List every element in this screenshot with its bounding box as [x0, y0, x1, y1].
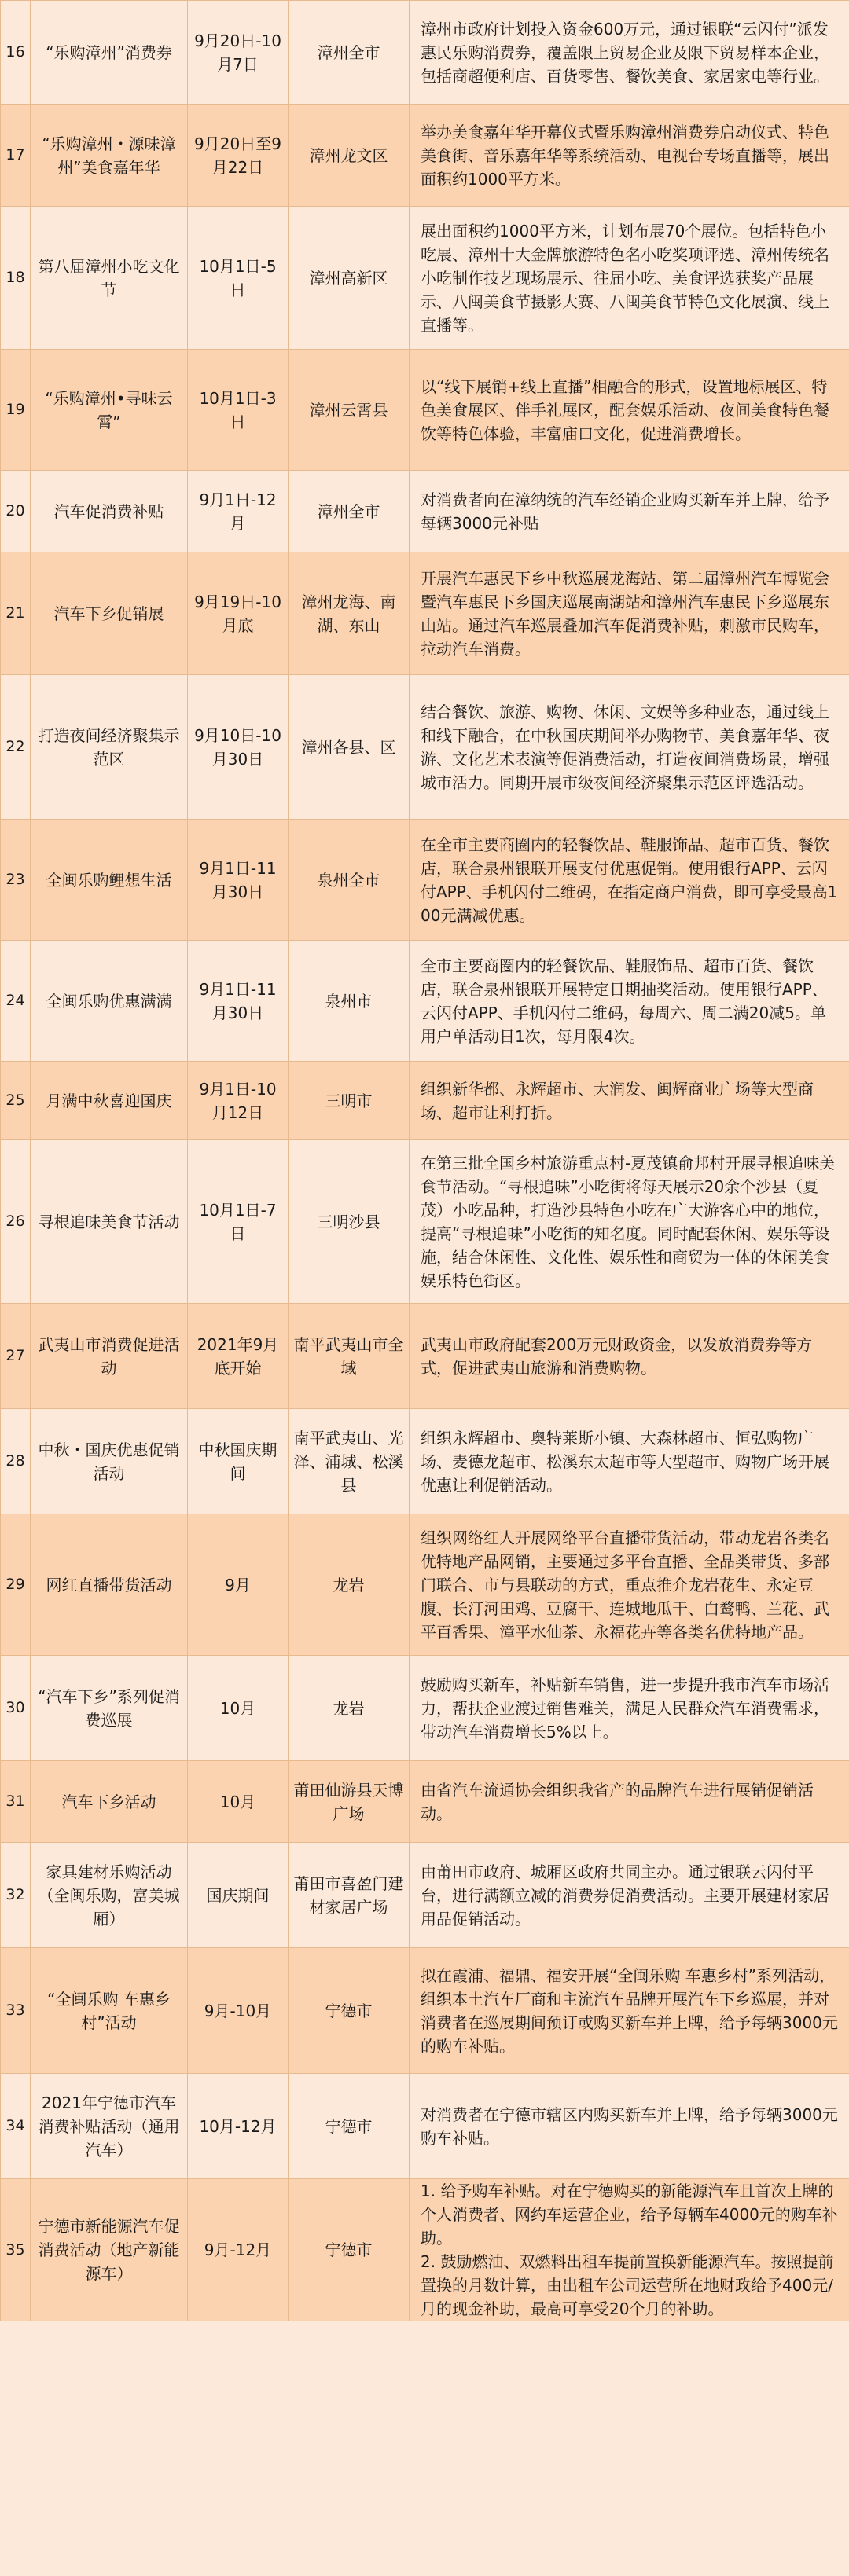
row-number: 35 — [1, 2179, 31, 2321]
activity-location: 漳州龙文区 — [289, 105, 410, 207]
table-row — [1, 1843, 849, 1948]
table-row — [1, 1304, 849, 1409]
activity-name: “全闽乐购 车惠乡村”活动 — [31, 1948, 188, 2074]
activity-name: 网红直播带货活动 — [31, 1514, 188, 1656]
row-number: 22 — [1, 675, 31, 820]
activity-time: 9月-12月 — [188, 2179, 289, 2321]
activity-description: 在第三批全国乡村旅游重点村-夏茂镇俞邦村开展寻根追味美食节活动。“寻根追味”小吃街将每天展示20余个沙县（夏茂）小吃品种，打造沙县特色小吃在广大游客心中的地位，提高“寻根追味”小吃街的知名度。同时配套休闲、娱乐等设施，结合休闲性、文化性、娱乐性和商贸为一体的休闲美食娱乐特色街区。 — [410, 1140, 849, 1304]
activity-location: 漳州高新区 — [289, 207, 410, 350]
activity-description: 在全市主要商圈内的轻餐饮品、鞋服饰品、超市百货、餐饮店，联合泉州银联开展支付优惠促销。使用银行APP、云闪付APP、手机闪付二维码，在指定商户消费，即可享受最高100元满减优惠。 — [410, 820, 849, 941]
row-number: 16 — [1, 1, 31, 105]
table-row — [1, 1409, 849, 1514]
activity-name: 2021年宁德市汽车消费补贴活动（通用汽车） — [31, 2074, 188, 2179]
activity-name: 汽车下乡活动 — [31, 1761, 188, 1843]
table-row — [1, 1514, 849, 1656]
activity-description: 拟在霞浦、福鼎、福安开展“全闽乐购 车惠乡村”系列活动，组织本土汽车厂商和主流汽车品牌开展汽车下乡巡展，并对消费者在巡展期间预订或购买新车并上牌，给予每辆3000元的购车补贴。 — [410, 1948, 849, 2074]
activity-time: 国庆期间 — [188, 1843, 289, 1948]
activity-description: 漳州市政府计划投入资金600万元，通过银联“云闪付”派发惠民乐购消费券，覆盖限上贸易企业及限下贸易样本企业，包括商超便利店、百货零售、餐饮美食、家居家电等行业。 — [410, 1, 849, 105]
table-row — [1, 552, 849, 675]
activity-time: 9月-10月 — [188, 1948, 289, 2074]
activity-time: 10月 — [188, 1656, 289, 1761]
activity-time: 9月 — [188, 1514, 289, 1656]
row-number: 32 — [1, 1843, 31, 1948]
activity-description: 以“线下展销+线上直播”相融合的形式，设置地标展区、特色美食展区、伴手礼展区，配套娱乐活动、夜间美食特色餐饮等特色体验，丰富庙口文化，促进消费增长。 — [410, 350, 849, 471]
activity-location: 漳州全市 — [289, 1, 410, 105]
activity-time: 9月1日-12月 — [188, 471, 289, 552]
activity-time: 中秋国庆期间 — [188, 1409, 289, 1514]
activity-description: 鼓励购买新车，补贴新车销售，进一步提升我市汽车市场活力，帮扶企业渡过销售难关，满足人民群众汽车消费需求，带动汽车消费增长5%以上。 — [410, 1656, 849, 1761]
activity-name: 汽车下乡促销展 — [31, 552, 188, 675]
table-row — [1, 941, 849, 1062]
activity-time: 10月1日-7日 — [188, 1140, 289, 1304]
activity-name: 打造夜间经济聚集示范区 — [31, 675, 188, 820]
row-number: 23 — [1, 820, 31, 941]
activity-time: 9月1日-11月30日 — [188, 941, 289, 1062]
row-number: 34 — [1, 2074, 31, 2179]
activity-name: “乐购漳州”消费券 — [31, 1, 188, 105]
activity-description: 由省汽车流通协会组织我省产的品牌汽车进行展销促销活动。 — [410, 1761, 849, 1843]
row-number: 18 — [1, 207, 31, 350]
activity-time: 9月1日-11月30日 — [188, 820, 289, 941]
activity-time: 9月19日-10月底 — [188, 552, 289, 675]
activity-name: 全闽乐购优惠满满 — [31, 941, 188, 1062]
activity-location: 宁德市 — [289, 2179, 410, 2321]
activity-name: 月满中秋喜迎国庆 — [31, 1062, 188, 1140]
activity-name: 家具建材乐购活动（全闽乐购，富美城厢） — [31, 1843, 188, 1948]
row-number: 30 — [1, 1656, 31, 1761]
activity-location: 三明市 — [289, 1062, 410, 1140]
activity-description: 组织网络红人开展网络平台直播带货活动，带动龙岩各类名优特地产品网销，主要通过多平台直播、全品类带货、多部门联合、市与县联动的方式，重点推介龙岩花生、永定豆腹、长汀河田鸡、豆腐干、连城地瓜干、白鹜鸭、兰花、武平百香果、漳平水仙茶、永福花卉等各类名优特地产品。 — [410, 1514, 849, 1656]
activity-description: 1. 给予购车补贴。对在宁德购买的新能源汽车且首次上牌的个人消费者、网约车运营企业，给予每辆车4000元的购车补助。 2. 鼓励燃油、双燃料出租车提前置换新能源汽车。按照提前置换的月数计算，由出租车公司运营所在地财政给予400元/月的现金补助，最高可享受20个月的补助。 — [410, 2179, 849, 2321]
row-number: 31 — [1, 1761, 31, 1843]
table-row — [1, 1656, 849, 1761]
activity-description: 对消费者向在漳纳统的汽车经销企业购买新车并上牌，给予每辆3000元补贴 — [410, 471, 849, 552]
table-row — [1, 350, 849, 471]
table-row — [1, 820, 849, 941]
activity-time: 10月-12月 — [188, 2074, 289, 2179]
table-row — [1, 105, 849, 207]
activity-location: 龙岩 — [289, 1656, 410, 1761]
activity-location: 三明沙县 — [289, 1140, 410, 1304]
activity-description: 结合餐饮、旅游、购物、休闲、文娱等多种业态，通过线上和线下融合，在中秋国庆期间举办购物节、美食嘉年华、夜游、文化艺术表演等促消费活动，打造夜间消费场景，增强城市活力。同期开展市级夜间经济聚集示范区评选活动。 — [410, 675, 849, 820]
row-number: 17 — [1, 105, 31, 207]
row-number: 29 — [1, 1514, 31, 1656]
activity-location: 宁德市 — [289, 2074, 410, 2179]
activity-location: 泉州全市 — [289, 820, 410, 941]
table-row — [1, 1140, 849, 1304]
row-number: 27 — [1, 1304, 31, 1409]
activity-description: 组织永辉超市、奥特莱斯小镇、大森林超市、恒弘购物广场、麦德龙超市、松溪东太超市等大型超市、购物广场开展优惠让利促销活动。 — [410, 1409, 849, 1514]
activity-time: 10月1日-5日 — [188, 207, 289, 350]
row-number: 20 — [1, 471, 31, 552]
activity-name: “汽车下乡”系列促消费巡展 — [31, 1656, 188, 1761]
activity-time: 9月10日-10月30日 — [188, 675, 289, 820]
row-number: 33 — [1, 1948, 31, 2074]
activity-description: 全市主要商圈内的轻餐饮品、鞋服饰品、超市百货、餐饮店，联合泉州银联开展特定日期抽奖活动。使用银行APP、云闪付APP、手机闪付二维码，每周六、周二满20减5。单用户单活动日1次，每月限4次。 — [410, 941, 849, 1062]
activity-name: 中秋・国庆优惠促销活动 — [31, 1409, 188, 1514]
activity-name: “乐购漳州•寻味云霄” — [31, 350, 188, 471]
activity-time: 9月20日-10月7日 — [188, 1, 289, 105]
activity-location: 漳州龙海、南湖、东山 — [289, 552, 410, 675]
activity-location: 漳州全市 — [289, 471, 410, 552]
activity-time: 10月1日-3日 — [188, 350, 289, 471]
activity-location: 泉州市 — [289, 941, 410, 1062]
activity-location: 龙岩 — [289, 1514, 410, 1656]
activity-time: 9月1日-10月12日 — [188, 1062, 289, 1140]
table-body — [1, 1, 849, 2321]
activity-description: 开展汽车惠民下乡中秋巡展龙海站、第二届漳州汽车博览会暨汽车惠民下乡国庆巡展南湖站和漳州汽车惠民下乡巡展东山站。通过汽车巡展叠加汽车促消费补贴，刺激市民购车，拉动汽车消费。 — [410, 552, 849, 675]
row-number: 21 — [1, 552, 31, 675]
row-number: 19 — [1, 350, 31, 471]
table-row — [1, 1948, 849, 2074]
activity-name: 第八届漳州小吃文化节 — [31, 207, 188, 350]
table-row — [1, 1, 849, 105]
activity-time: 9月20日至9月22日 — [188, 105, 289, 207]
row-number: 28 — [1, 1409, 31, 1514]
row-number: 24 — [1, 941, 31, 1062]
activity-location: 莆田仙游县天博广场 — [289, 1761, 410, 1843]
table-row — [1, 207, 849, 350]
row-number: 26 — [1, 1140, 31, 1304]
activity-description: 举办美食嘉年华开幕仪式暨乐购漳州消费券启动仪式、特色美食街、音乐嘉年华等系统活动、电视台专场直播等，展出面积约1000平方米。 — [410, 105, 849, 207]
activity-time: 10月 — [188, 1761, 289, 1843]
table-row — [1, 675, 849, 820]
activity-time: 2021年9月底开始 — [188, 1304, 289, 1409]
activity-location: 南平武夷山市全域 — [289, 1304, 410, 1409]
activity-description: 对消费者在宁德市辖区内购买新车并上牌，给予每辆3000元购车补贴。 — [410, 2074, 849, 2179]
activity-location: 莆田市喜盈门建材家居广场 — [289, 1843, 410, 1948]
activity-description: 展出面积约1000平方米，计划布展70个展位。包括特色小吃展、漳州十大金牌旅游特色名小吃奖项评选、漳州传统名小吃制作技艺现场展示、往届小吃、美食评选获奖产品展示、八闽美食节摄影大赛、八闽美食节特色文化展演、线上直播等。 — [410, 207, 849, 350]
activity-name: 全闽乐购鲤想生活 — [31, 820, 188, 941]
activity-name: 寻根追味美食节活动 — [31, 1140, 188, 1304]
activity-location: 宁德市 — [289, 1948, 410, 2074]
activity-location: 漳州云霄县 — [289, 350, 410, 471]
table-row — [1, 2179, 849, 2321]
activity-location: 南平武夷山、光泽、浦城、松溪县 — [289, 1409, 410, 1514]
table-row — [1, 471, 849, 552]
activity-description: 由莆田市政府、城厢区政府共同主办。通过银联云闪付平台，进行满额立减的消费券促消费活动。主要开展建材家居用品促销活动。 — [410, 1843, 849, 1948]
activity-description: 组织新华都、永辉超市、大润发、闽辉商业广场等大型商场、超市让利打折。 — [410, 1062, 849, 1140]
activity-name: “乐购漳州・源味漳州”美食嘉年华 — [31, 105, 188, 207]
table-row — [1, 1761, 849, 1843]
activity-description: 武夷山市政府配套200万元财政资金，以发放消费券等方式，促进武夷山旅游和消费购物。 — [410, 1304, 849, 1409]
activity-name: 汽车促消费补贴 — [31, 471, 188, 552]
activity-name: 宁德市新能源汽车促消费活动（地产新能源车） — [31, 2179, 188, 2321]
table-row — [1, 1062, 849, 1140]
activity-location: 漳州各县、区 — [289, 675, 410, 820]
activity-name: 武夷山市消费促进活动 — [31, 1304, 188, 1409]
row-number: 25 — [1, 1062, 31, 1140]
table-row — [1, 2074, 849, 2179]
